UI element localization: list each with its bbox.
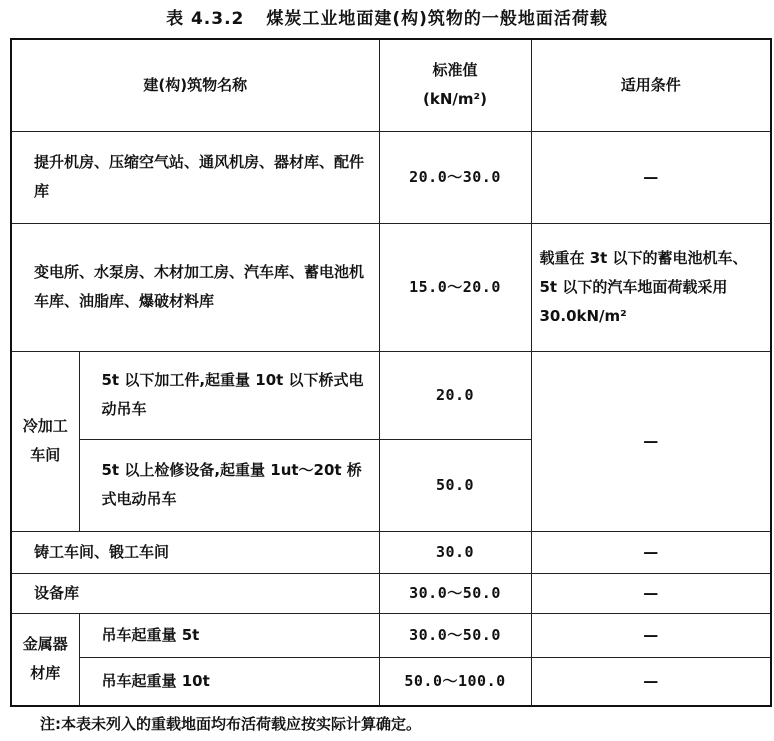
row-value: 15.0～20.0 (379, 223, 531, 351)
row-value: 20.0 (379, 351, 531, 439)
header-value (379, 39, 531, 131)
row-condition: — (531, 351, 771, 531)
table-header-row (11, 39, 771, 131)
row-name: 吊车起重量 10t (79, 657, 379, 706)
row-condition: — (531, 657, 771, 706)
row-value: 50.0～100.0 (379, 657, 531, 706)
table-caption (0, 4, 774, 29)
row-condition: — (531, 531, 771, 573)
header-name: 建(构)筑物名称 (11, 39, 379, 131)
header-condition: 适用条件 (531, 39, 771, 131)
row-value: 50.0 (379, 439, 531, 531)
row-name: 变电所、水泵房、木材加工房、汽车库、蓄电池机车库、油脂库、爆破材料库 (11, 223, 379, 351)
row-name: 铸工车间、锻工车间 (11, 531, 379, 573)
table-title: 煤炭工业地面建(构)筑物的一般地面活荷载 (266, 9, 608, 29)
load-table (10, 38, 772, 707)
row-name: 5t 以下加工件,起重量 10t 以下桥式电动吊车 (79, 351, 379, 439)
table-row (11, 351, 771, 439)
table-row (11, 657, 771, 706)
table-note: 注:本表未列入的重载地面均布活荷载应按实际计算确定。 (40, 715, 422, 733)
row-condition: — (531, 131, 771, 223)
row-name: 设备库 (11, 573, 379, 613)
row-value: 30.0～50.0 (379, 573, 531, 613)
table-row (11, 573, 771, 613)
group-metal-storage: 金属器材库 (11, 613, 79, 706)
table-number: 表 4.3.2 (166, 9, 245, 29)
row-name: 5t 以上检修设备,起重量 1ut～20t 桥式电动吊车 (79, 439, 379, 531)
table-row (11, 223, 771, 351)
table-row (11, 131, 771, 223)
row-name: 吊车起重量 5t (79, 613, 379, 657)
table-row (11, 613, 771, 657)
row-condition: — (531, 613, 771, 657)
row-name: 提升机房、压缩空气站、通风机房、器材库、配件库 (11, 131, 379, 223)
row-value: 20.0～30.0 (379, 131, 531, 223)
row-condition: 载重在 3t 以下的蓄电池机车、5t 以下的汽车地面荷载采用 30.0kN/m² (531, 223, 771, 351)
table-row (11, 531, 771, 573)
row-value: 30.0 (379, 531, 531, 573)
row-condition: — (531, 573, 771, 613)
row-value: 30.0～50.0 (379, 613, 531, 657)
group-cold-workshop: 冷加工车间 (11, 351, 79, 531)
header-value-label: 标准值 (432, 61, 478, 80)
header-value-unit: (kN/m²) (423, 90, 487, 109)
